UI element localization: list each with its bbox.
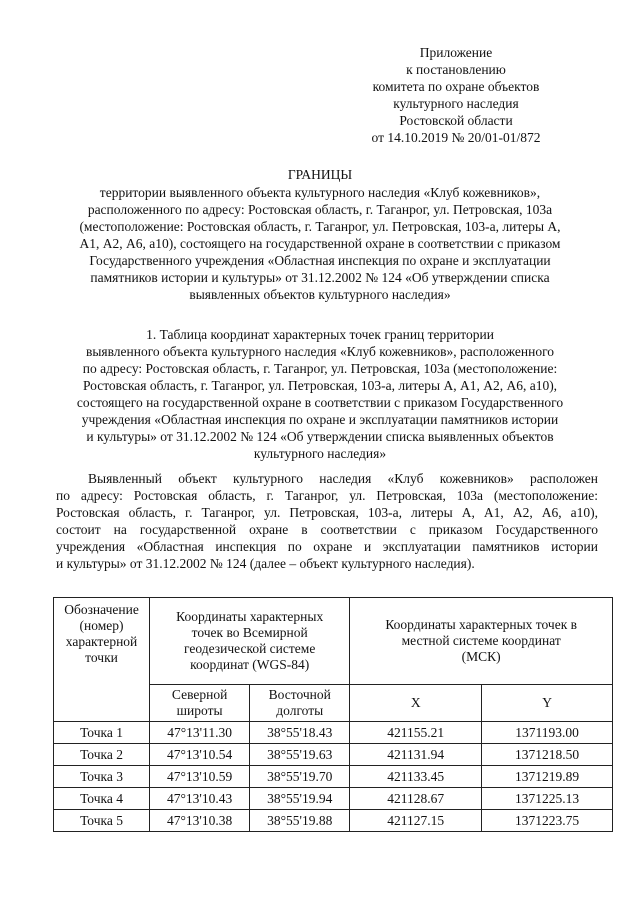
paragraph-line: учреждения «Областная инспекция по охране и эксплуатации памятников истории — [56, 539, 598, 554]
header-east-longitude — [250, 685, 350, 722]
cell-north: 47°13'10.43 — [150, 788, 250, 810]
header-text: Координаты характерных точек в — [385, 617, 577, 632]
cell-point: Точка 4 — [54, 788, 150, 810]
title-line: территории выявленного объекта культурного наследия «Клуб кожевников», — [99, 185, 541, 200]
header-text: местной системе координат — [401, 633, 561, 648]
appendix-line: культурного наследия — [393, 96, 519, 111]
cell-point: Точка 3 — [54, 766, 150, 788]
header-text: (МСК) — [461, 649, 501, 664]
paragraph-line: по адресу: Ростовская область, г. Таганрог, ул. Петровская, 103а (местоположение: — [56, 488, 598, 503]
cell-y: 1371193.00 — [482, 722, 613, 744]
title-line: Государственного учреждения «Областная инспекция по охране и эксплуатации — [89, 253, 551, 268]
appendix-line: комитета по охране объектов — [372, 79, 540, 94]
body-paragraph — [56, 470, 598, 572]
header-point-designation — [54, 598, 150, 722]
cell-x: 421128.67 — [350, 788, 482, 810]
cell-point: Точка 2 — [54, 744, 150, 766]
header-text: точек во Всемирной — [191, 625, 308, 640]
header-text: (номер) — [79, 618, 124, 633]
table-caption — [52, 326, 588, 462]
cell-y: 1371225.13 — [482, 788, 613, 810]
cell-east: 38°55'19.88 — [250, 810, 350, 832]
paragraph-line: состоит на государственной охране в соответствии с приказом Государственного — [56, 522, 598, 537]
paragraph-line: и культуры» от 31.12.2002 № 124 (далее – объект культурного наследия). — [56, 556, 475, 571]
header-text: Восточной — [268, 687, 331, 702]
header-text: Северной — [171, 687, 228, 702]
caption-line: Ростовская область, г. Таганрог, ул. Петровская, 103-а, литеры А, А1, А2, А6, а10), — [82, 378, 558, 393]
table-row — [54, 788, 613, 810]
cell-east: 38°55'19.94 — [250, 788, 350, 810]
document-title-block — [52, 166, 588, 303]
title-line: памятников истории и культуры» от 31.12.2002 № 124 «Об утверждении списка — [90, 270, 550, 285]
cell-north: 47°13'10.38 — [150, 810, 250, 832]
table-header-row — [54, 598, 613, 685]
caption-line: культурного наследия» — [253, 446, 387, 461]
caption-line: учреждения «Областная инспекция по охране и эксплуатации памятников истории — [81, 412, 559, 427]
title-line: (местоположение: Ростовская область, г. Таганрог, ул. Петровская, 103-а, литеры А, — [79, 219, 561, 234]
header-text: геодезической системе — [184, 641, 316, 656]
appendix-line: к постановлению — [406, 62, 506, 77]
caption-line: 1. Таблица координат характерных точек границ территории — [146, 327, 494, 342]
caption-line: выявленного объекта культурного наследия «Клуб кожевников», расположенного — [85, 344, 555, 359]
cell-east: 38°55'19.63 — [250, 744, 350, 766]
cell-x: 421127.15 — [350, 810, 482, 832]
cell-y: 1371219.89 — [482, 766, 613, 788]
title-line: выявленных объектов культурного наследия» — [189, 287, 451, 302]
coordinates-table — [53, 597, 613, 832]
header-y: Y — [482, 685, 613, 722]
header-north-latitude — [150, 685, 250, 722]
cell-east: 38°55'18.43 — [250, 722, 350, 744]
title-line: А1, А2, А6, а10), состоящего на государственной охране в соответствии с приказом — [79, 236, 561, 251]
document-heading: ГРАНИЦЫ — [287, 167, 353, 182]
cell-x: 421131.94 — [350, 744, 482, 766]
header-text: широты — [176, 703, 223, 718]
appendix-line: Приложение — [419, 45, 493, 60]
header-x: X — [350, 685, 482, 722]
table-row — [54, 722, 613, 744]
header-text: координат (WGS-84) — [190, 657, 310, 672]
caption-line: и культуры» от 31.12.2002 № 124 «Об утверждении списка выявленных объектов — [86, 429, 554, 444]
appendix-header — [326, 44, 586, 146]
header-wgs-coordinates — [150, 598, 350, 685]
cell-north: 47°13'10.59 — [150, 766, 250, 788]
paragraph-line: Ростовская область, г. Таганрог, ул. Петровская, 103-а, литеры А, А1, А2, А6, а10), — [56, 505, 598, 520]
cell-north: 47°13'10.54 — [150, 744, 250, 766]
appendix-line: Ростовской области — [399, 113, 513, 128]
header-msk-coordinates — [350, 598, 613, 685]
header-text: Обозначение — [64, 602, 139, 617]
cell-north: 47°13'11.30 — [150, 722, 250, 744]
cell-point: Точка 5 — [54, 810, 150, 832]
header-text: Координаты характерных — [176, 609, 324, 624]
table-row — [54, 810, 613, 832]
paragraph-line: Выявленный объект культурного наследия «Клуб кожевников» расположен — [88, 471, 598, 486]
caption-line: по адресу: Ростовская область, г. Таганрог, ул. Петровская, 103а (местоположение: — [82, 361, 558, 376]
table-row — [54, 744, 613, 766]
cell-east: 38°55'19.70 — [250, 766, 350, 788]
table-row — [54, 766, 613, 788]
cell-x: 421155.21 — [350, 722, 482, 744]
header-text: долготы — [276, 703, 324, 718]
header-text: точки — [85, 650, 118, 665]
header-text: характерной — [65, 634, 138, 649]
title-line: расположенного по адресу: Ростовская область, г. Таганрог, ул. Петровская, 103а — [87, 202, 553, 217]
caption-line: состоящего на государственной охране в соответствии с приказом Государственного — [76, 395, 564, 410]
cell-x: 421133.45 — [350, 766, 482, 788]
cell-y: 1371223.75 — [482, 810, 613, 832]
appendix-line: от 14.10.2019 № 20/01-01/872 — [371, 130, 541, 145]
cell-y: 1371218.50 — [482, 744, 613, 766]
cell-point: Точка 1 — [54, 722, 150, 744]
